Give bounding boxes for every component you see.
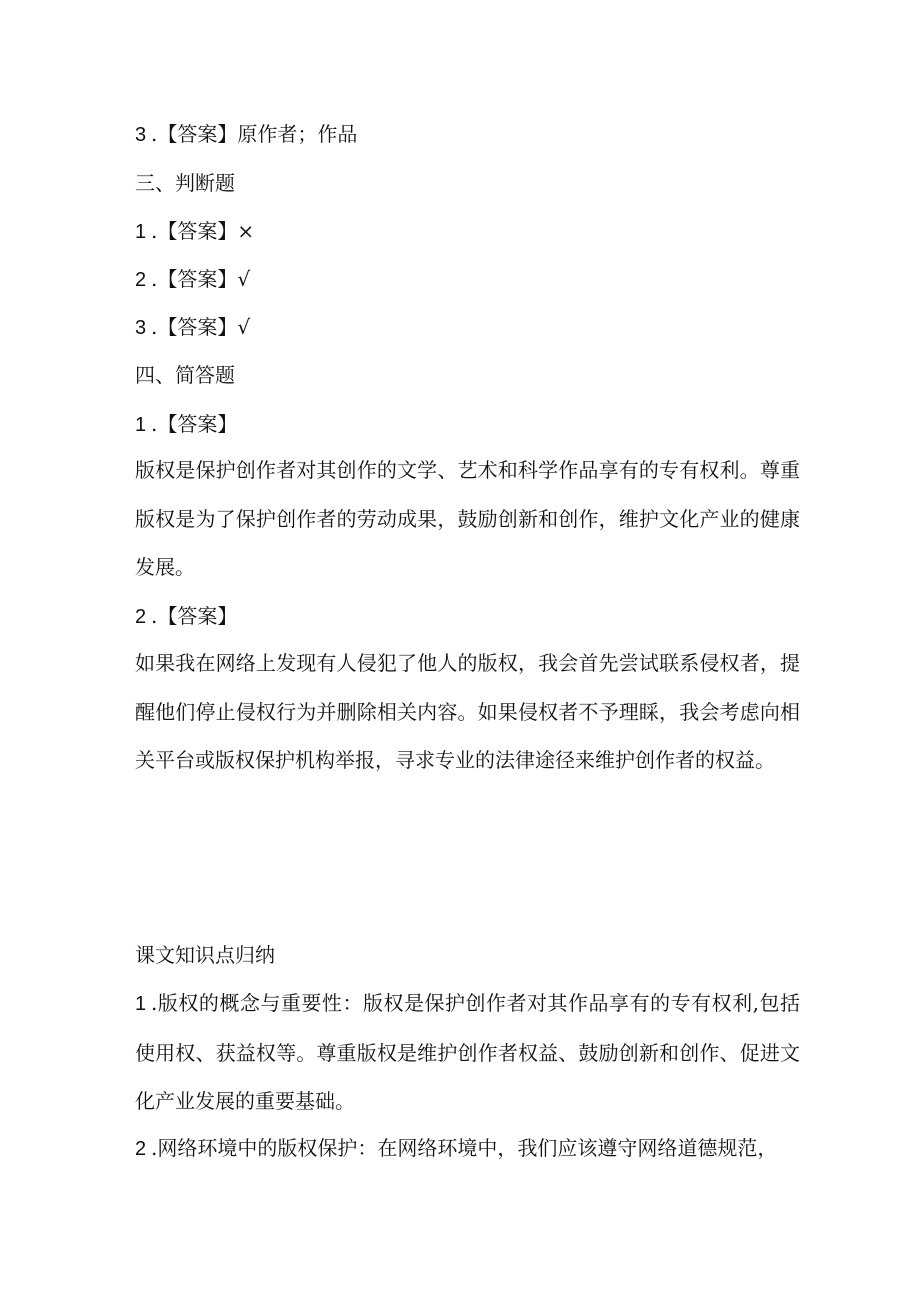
summary-point-2 [135,1124,800,1174]
section-heading-short-answer: 四、简答题 [135,363,235,387]
item-number: 1 [135,221,147,243]
answer-text: .【答案】√ [151,315,251,339]
judgment-answer-1 [135,219,795,244]
point-text: .网络环境中的版权保护：在网络环境中，我们应该遵守网络道德规范， [151,1136,778,1160]
short-answer-1-text: 版权是保护创作者对其创作的文学、艺术和科学作品享有的专有权利。尊重版权是为了保护创作者的劳动成果，鼓励创新和创作，维护文化产业的健康发展。 [135,458,800,579]
item-number: 1 [135,993,147,1015]
short-answer-2-text: 如果我在网络上发现有人侵犯了他人的版权，我会首先尝试联系侵权者，提醒他们停止侵权行为并删除相关内容。如果侵权者不予理睬，我会考虑向相关平台或版权保护机构举报，寻求专业的法律途径来维护创作者的权益。 [135,651,800,772]
item-number: 2 [135,606,147,628]
fill-answer-3 [135,122,795,147]
answer-text: .【答案】√ [151,267,251,291]
answer-label: .【答案】 [151,412,238,436]
section-heading-judgment: 三、判断题 [135,171,235,195]
summary-point-1 [135,979,800,1126]
judgment-answer-2 [135,267,795,292]
answer-text: .【答案】× [151,219,255,243]
answer-text: .【答案】原作者；作品 [151,122,358,146]
item-number: 2 [135,1138,147,1160]
short-answer-2-label [135,604,795,629]
judgment-answer-3 [135,315,795,340]
point-text: .版权的概念与重要性：版权是保护创作者对其作品享有的专有权利,包括使用权、获益权等。尊重版权是维护创作者权益、鼓励创新和创作、促进文化产业发展的重要基础。 [135,991,800,1113]
section-heading-summary: 课文知识点归纳 [135,943,275,967]
item-number: 1 [135,414,147,436]
item-number: 3 [135,317,147,339]
item-number: 3 [135,124,147,146]
item-number: 2 [135,269,147,291]
answer-label: .【答案】 [151,604,238,628]
short-answer-1-label [135,412,795,437]
